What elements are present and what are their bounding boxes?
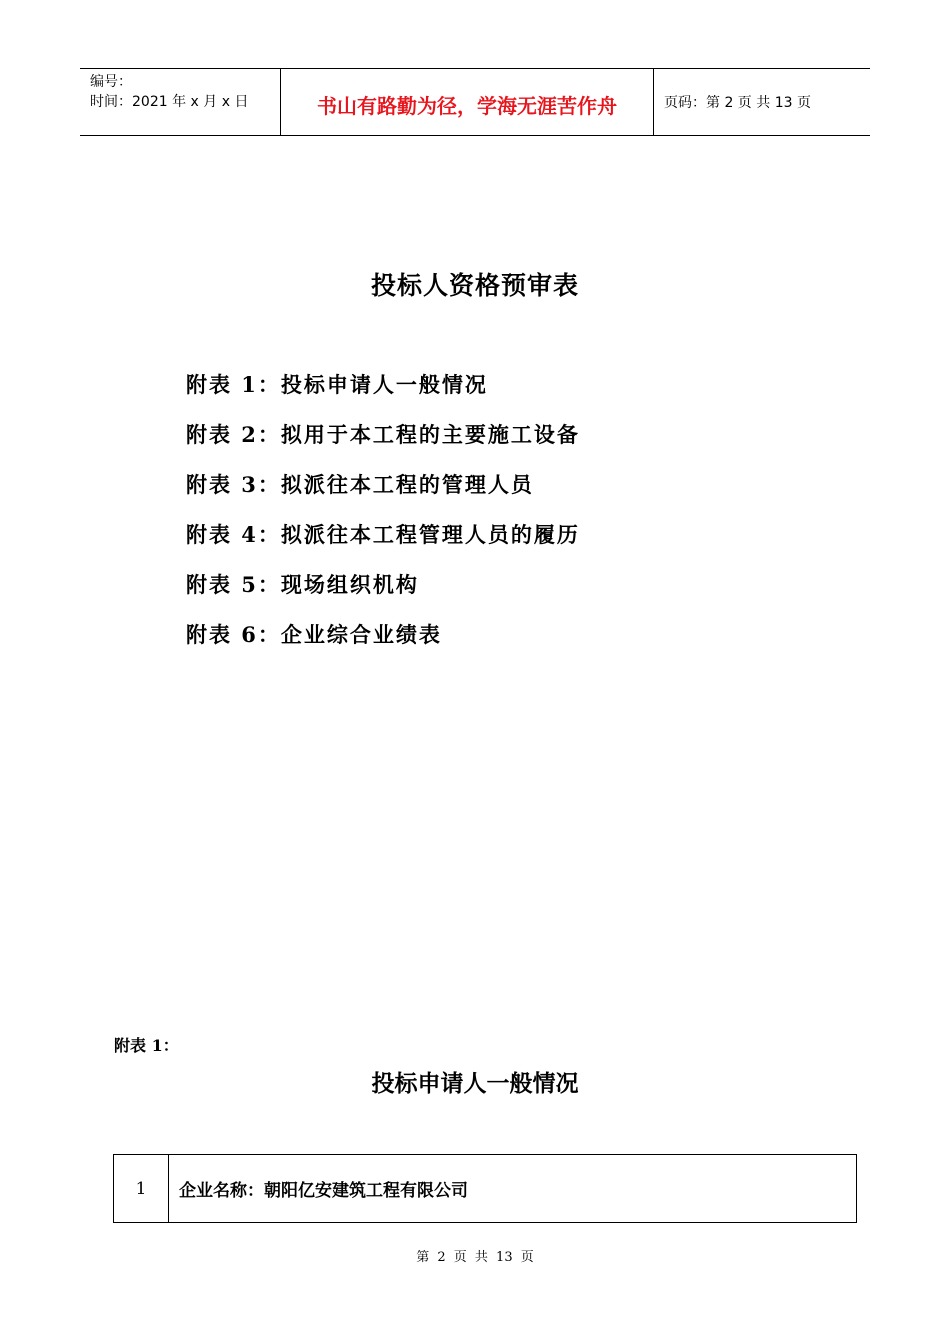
header-time-label: 时间：2021 年 x 月 x 日	[90, 94, 249, 110]
annex-item: 附表 5：现场组织机构	[186, 572, 419, 597]
document-title: 投标人资格预审表	[370, 271, 579, 300]
annex-list	[186, 368, 580, 668]
page-header	[80, 68, 870, 136]
annex-item: 附表 3：拟派往本工程的管理人员	[186, 472, 534, 497]
annex-item: 附表 1：投标申请人一般情况	[186, 372, 488, 397]
header-meta	[80, 69, 281, 135]
annex-item: 附表 2：拟用于本工程的主要施工设备	[186, 422, 580, 447]
annex-item: 附表 6：企业综合业绩表	[186, 622, 442, 647]
header-motto: 书山有路勤为径，学海无涯苦作舟	[281, 69, 654, 135]
header-page-info: 页码：第 2 页 共 13 页	[664, 95, 811, 111]
table-row-text: 企业名称：朝阳亿安建筑工程有限公司	[179, 1181, 468, 1201]
page-footer: 第 2 页 共 13 页	[416, 1250, 534, 1265]
annex-label: 附表 1：	[114, 1036, 179, 1055]
annex-item: 附表 4：拟派往本工程管理人员的履历	[186, 522, 580, 547]
section-title: 投标申请人一般情况	[371, 1071, 579, 1097]
applicant-info-table	[113, 1154, 857, 1223]
header-number-label: 编号：	[90, 74, 132, 90]
table-row-number: 1	[114, 1155, 169, 1222]
